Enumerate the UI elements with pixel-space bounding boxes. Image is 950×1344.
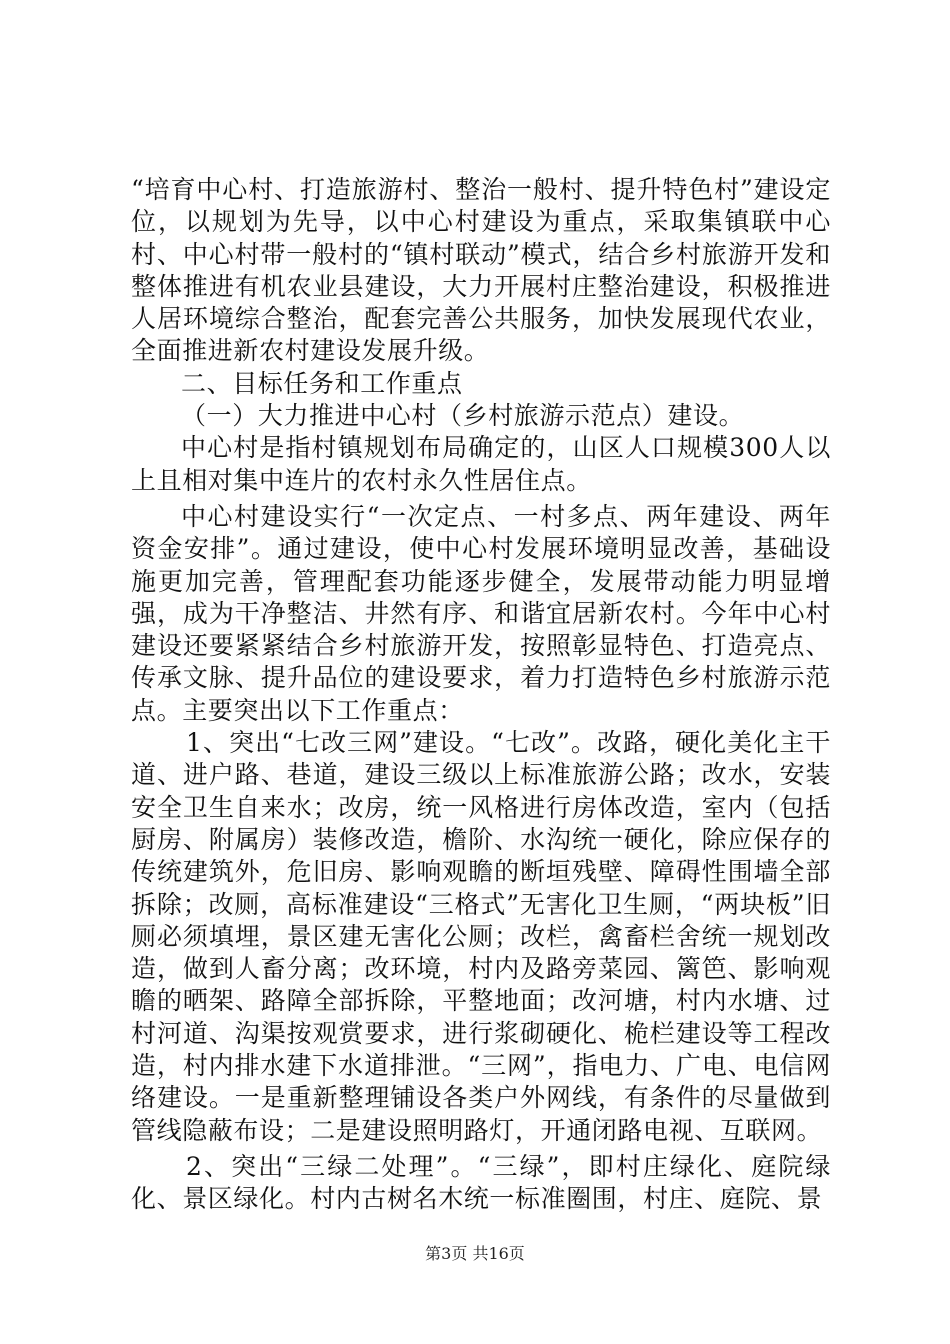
page-footer: 第3页 共16页 — [425, 1244, 525, 1263]
paragraph-intro: “培育中心村、打造旅游村、整治一般村、提升特色村”建设定位，以规划为先导，以中心村建设为重点，采取集镇联中心村、中心村带一般村的“镇村联动”模式，结合乡村旅游开发和整体推进有机农业县建设，大力开展村庄整治建设，积极推进人居环境综合整治，配套完善公共服务，加快发展现代农业，全面推进新农村建设发展升级。 — [131, 175, 831, 366]
paragraph-item-1: 1、突出“七改三网”建设。“七改”。改路，硬化美化主干道、进户路、巷道，建设三级以上标准旅游公路；改水，安装安全卫生自来水；改房，统一风格进行房体改造，室内（包括厨房、附属房）装修改造，檐阶、水沟统一硬化，除应保存的传统建筑外，危旧房、影响观瞻的断垣残壁、障碍性围墙全部拆除；改厕，高标准建设“三格式”无害化卫生厕，“两块板”旧厕必须填埋，景区建无害化公厕；改栏，禽畜栏舍统一规划改造，做到人畜分离；改环境，村内及路旁菜园、篱笆、影响观瞻的晒架、路障全部拆除，平整地面；改河塘，村内水塘、过村河道、沟渠按观赏要求，进行浆砌硬化、桅栏建设等工程改造，村内排水建下水道排泄。“三网”，指电力、广电、电信网络建设。一是重新整理铺设各类户外网线，有条件的尽量做到管线隐蔽布设；二是建设照明路灯，开通闭路电视、互联网。 — [131, 728, 831, 1145]
subsection-heading: （一）大力推进中心村（乡村旅游示范点）建设。 — [181, 401, 745, 431]
paragraph-item-2: 2、突出“三绿二处理”。“三绿”，即村庄绿化、庭院绿化、景区绿化。村内古树名木统一标准圈围，村庄、庭院、景 — [131, 1151, 831, 1214]
paragraph-construction: 中心村建设实行“一次定点、一村多点、两年建设、两年资金安排”。通过建设，使中心村发展环境明显改善，基础设施更加完善，管理配套功能逐步健全，发展带动能力明显增强，成为干净整洁、井然有序、和谐宜居新农村。今年中心村建设还要紧紧结合乡村旅游开发，按照彰显特色、打造亮点、传承文脉、提升品位的建设要求，着力打造特色乡村旅游示范点。主要突出以下工作重点： — [131, 501, 831, 725]
paragraph-definition: 中心村是指村镇规划布局确定的，山区人口规模300人以上且相对集中连片的农村永久性居住点。 — [131, 433, 831, 495]
document-body — [131, 174, 831, 1216]
section-heading: 二、目标任务和工作重点 — [181, 368, 463, 398]
